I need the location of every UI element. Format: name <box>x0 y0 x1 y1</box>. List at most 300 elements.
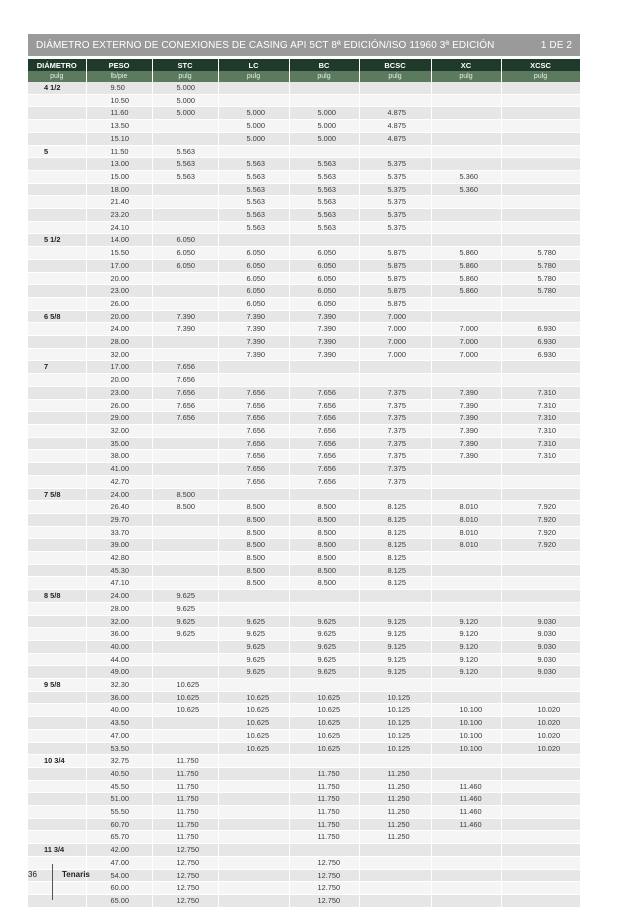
value-cell: 38.00 <box>86 450 152 463</box>
value-cell: 7.000 <box>431 336 501 349</box>
value-cell <box>431 158 501 171</box>
table-row <box>28 272 580 285</box>
value-cell: 26.40 <box>86 501 152 514</box>
value-cell <box>431 564 501 577</box>
value-cell: 55.50 <box>86 806 152 819</box>
value-cell <box>501 463 580 476</box>
value-cell <box>359 488 431 501</box>
value-cell: 11.750 <box>152 818 218 831</box>
value-cell <box>501 183 580 196</box>
diameter-cell: 7 <box>28 361 86 374</box>
value-cell: 11.750 <box>152 780 218 793</box>
value-cell <box>501 895 580 908</box>
value-cell: 5.875 <box>359 259 431 272</box>
value-cell: 8.500 <box>289 513 359 526</box>
value-cell: 41.00 <box>86 463 152 476</box>
value-cell: 7.310 <box>501 412 580 425</box>
value-cell: 9.030 <box>501 615 580 628</box>
value-cell <box>359 234 431 247</box>
value-cell <box>501 691 580 704</box>
value-cell <box>431 895 501 908</box>
diameter-cell <box>28 209 86 222</box>
diameter-cell <box>28 742 86 755</box>
value-cell: 10.50 <box>86 94 152 107</box>
value-cell: 7.656 <box>152 361 218 374</box>
value-cell <box>501 94 580 107</box>
value-cell: 6.050 <box>218 285 289 298</box>
value-cell: 5.375 <box>359 183 431 196</box>
table-row <box>28 221 580 234</box>
value-cell: 7.656 <box>152 386 218 399</box>
value-cell <box>501 780 580 793</box>
casing-connections-table <box>28 59 581 908</box>
value-cell: 9.625 <box>289 640 359 653</box>
value-cell: 5.375 <box>359 196 431 209</box>
column-header-peso: PESO <box>86 59 152 71</box>
value-cell: 28.00 <box>86 602 152 615</box>
diameter-cell: 5 <box>28 145 86 158</box>
value-cell: 11.60 <box>86 107 152 120</box>
value-cell <box>431 120 501 133</box>
table-row <box>28 729 580 742</box>
value-cell: 7.375 <box>359 450 431 463</box>
value-cell: 10.020 <box>501 729 580 742</box>
value-cell: 7.920 <box>501 513 580 526</box>
value-cell: 29.00 <box>86 412 152 425</box>
value-cell: 5.875 <box>359 272 431 285</box>
value-cell: 10.125 <box>359 691 431 704</box>
value-cell: 23.00 <box>86 285 152 298</box>
value-cell: 4.875 <box>359 120 431 133</box>
value-cell: 9.625 <box>289 628 359 641</box>
table-row <box>28 463 580 476</box>
value-cell: 7.000 <box>359 336 431 349</box>
value-cell: 7.390 <box>431 412 501 425</box>
value-cell: 23.00 <box>86 386 152 399</box>
value-cell: 42.80 <box>86 552 152 565</box>
value-cell <box>359 374 431 387</box>
value-cell: 10.625 <box>218 704 289 717</box>
value-cell <box>152 297 218 310</box>
value-cell: 10.625 <box>218 729 289 742</box>
value-cell: 5.375 <box>359 158 431 171</box>
table-row <box>28 628 580 641</box>
value-cell <box>152 577 218 590</box>
table-row <box>28 196 580 209</box>
value-cell <box>218 818 289 831</box>
diameter-cell <box>28 412 86 425</box>
value-cell: 9.030 <box>501 628 580 641</box>
table-row <box>28 209 580 222</box>
document-title: DIÁMETRO EXTERNO DE CONEXIONES DE CASING API 5CT 8ª EDICIÓN/ISO 11960 3ª EDICIÓN <box>36 39 495 51</box>
value-cell: 8.125 <box>359 564 431 577</box>
diameter-cell <box>28 666 86 679</box>
diameter-cell <box>28 882 86 895</box>
value-cell: 8.500 <box>218 501 289 514</box>
value-cell: 10.125 <box>359 742 431 755</box>
value-cell: 20.00 <box>86 374 152 387</box>
value-cell: 7.656 <box>289 386 359 399</box>
value-cell: 11.250 <box>359 806 431 819</box>
value-cell: 12.750 <box>289 895 359 908</box>
value-cell: 8.010 <box>431 539 501 552</box>
value-cell: 11.750 <box>289 806 359 819</box>
diameter-cell <box>28 94 86 107</box>
value-cell: 15.50 <box>86 247 152 260</box>
value-cell: 7.000 <box>359 323 431 336</box>
value-cell <box>289 679 359 692</box>
brand-name: Tenaris <box>62 870 90 879</box>
value-cell: 7.390 <box>218 336 289 349</box>
diameter-cell <box>28 640 86 653</box>
value-cell: 11.250 <box>359 767 431 780</box>
value-cell: 10.020 <box>501 704 580 717</box>
value-cell: 5.860 <box>431 285 501 298</box>
value-cell <box>152 729 218 742</box>
value-cell <box>359 602 431 615</box>
column-header-xc: XC <box>431 59 501 71</box>
value-cell: 12.750 <box>152 869 218 882</box>
value-cell: 11.460 <box>431 780 501 793</box>
value-cell: 8.500 <box>218 513 289 526</box>
value-cell <box>359 145 431 158</box>
value-cell <box>431 882 501 895</box>
value-cell: 7.390 <box>152 323 218 336</box>
value-cell: 12.750 <box>152 844 218 857</box>
value-cell: 5.875 <box>359 247 431 260</box>
value-cell: 5.000 <box>218 107 289 120</box>
value-cell <box>218 679 289 692</box>
value-cell <box>152 424 218 437</box>
value-cell <box>501 806 580 819</box>
value-cell: 17.00 <box>86 361 152 374</box>
value-cell: 32.00 <box>86 348 152 361</box>
value-cell: 10.125 <box>359 717 431 730</box>
diameter-cell <box>28 704 86 717</box>
value-cell <box>152 221 218 234</box>
diameter-cell: 4 1/2 <box>28 82 86 94</box>
value-cell: 10.125 <box>359 704 431 717</box>
value-cell: 5.780 <box>501 285 580 298</box>
table-row <box>28 336 580 349</box>
table-row <box>28 717 580 730</box>
value-cell <box>152 653 218 666</box>
value-cell: 5.000 <box>289 120 359 133</box>
value-cell: 5.000 <box>218 132 289 145</box>
diameter-cell <box>28 602 86 615</box>
value-cell: 7.310 <box>501 450 580 463</box>
value-cell <box>359 869 431 882</box>
table-row <box>28 526 580 539</box>
value-cell: 5.860 <box>431 272 501 285</box>
value-cell <box>501 170 580 183</box>
diameter-cell <box>28 552 86 565</box>
value-cell: 9.120 <box>431 615 501 628</box>
diameter-cell <box>28 183 86 196</box>
table-body <box>28 82 580 907</box>
diameter-cell <box>28 653 86 666</box>
diameter-cell: 6 5/8 <box>28 310 86 323</box>
value-cell <box>152 183 218 196</box>
table-row <box>28 869 580 882</box>
value-cell <box>218 895 289 908</box>
value-cell <box>431 221 501 234</box>
value-cell <box>501 755 580 768</box>
diameter-cell <box>28 323 86 336</box>
value-cell: 7.656 <box>218 463 289 476</box>
table-row <box>28 831 580 844</box>
value-cell: 9.120 <box>431 666 501 679</box>
value-cell: 8.010 <box>431 501 501 514</box>
value-cell: 11.750 <box>152 806 218 819</box>
value-cell: 10.625 <box>218 717 289 730</box>
value-cell: 11.750 <box>289 818 359 831</box>
table-row <box>28 615 580 628</box>
value-cell <box>501 107 580 120</box>
value-cell: 47.00 <box>86 856 152 869</box>
value-cell: 5.563 <box>289 183 359 196</box>
value-cell: 6.930 <box>501 336 580 349</box>
value-cell <box>501 132 580 145</box>
value-cell: 7.656 <box>218 450 289 463</box>
table-row <box>28 145 580 158</box>
table-row <box>28 297 580 310</box>
value-cell: 15.10 <box>86 132 152 145</box>
diameter-cell <box>28 170 86 183</box>
column-header-stc: STC <box>152 59 218 71</box>
diameter-cell: 8 5/8 <box>28 590 86 603</box>
value-cell <box>218 602 289 615</box>
value-cell <box>431 552 501 565</box>
diameter-cell: 9 5/8 <box>28 679 86 692</box>
diameter-cell <box>28 513 86 526</box>
value-cell <box>501 297 580 310</box>
value-cell <box>431 310 501 323</box>
value-cell: 9.625 <box>152 615 218 628</box>
diameter-cell: 10 3/4 <box>28 755 86 768</box>
value-cell: 7.656 <box>289 399 359 412</box>
value-cell: 11.250 <box>359 793 431 806</box>
value-cell <box>218 94 289 107</box>
value-cell: 15.00 <box>86 170 152 183</box>
value-cell <box>218 488 289 501</box>
value-cell: 13.50 <box>86 120 152 133</box>
value-cell: 7.390 <box>289 310 359 323</box>
value-cell <box>218 806 289 819</box>
diameter-cell <box>28 577 86 590</box>
table-row <box>28 742 580 755</box>
diameter-cell <box>28 818 86 831</box>
unit-label: lb/pie <box>86 71 152 82</box>
units-row <box>28 71 580 82</box>
table-row <box>28 285 580 298</box>
column-header-bc: BC <box>289 59 359 71</box>
value-cell <box>218 831 289 844</box>
value-cell: 35.00 <box>86 437 152 450</box>
value-cell <box>431 82 501 94</box>
value-cell: 9.125 <box>359 653 431 666</box>
value-cell: 8.125 <box>359 577 431 590</box>
value-cell <box>152 209 218 222</box>
unit-label: pulg <box>431 71 501 82</box>
value-cell <box>218 793 289 806</box>
diameter-cell <box>28 831 86 844</box>
value-cell: 12.750 <box>289 856 359 869</box>
value-cell: 36.00 <box>86 628 152 641</box>
value-cell: 4.875 <box>359 107 431 120</box>
value-cell <box>501 209 580 222</box>
value-cell <box>431 463 501 476</box>
value-cell: 7.310 <box>501 399 580 412</box>
value-cell: 4.875 <box>359 132 431 145</box>
value-cell: 7.375 <box>359 386 431 399</box>
value-cell: 10.625 <box>289 729 359 742</box>
value-cell: 5.563 <box>218 183 289 196</box>
table-row <box>28 437 580 450</box>
value-cell <box>431 475 501 488</box>
unit-label: pulg <box>359 71 431 82</box>
value-cell: 6.050 <box>218 247 289 260</box>
value-cell: 24.00 <box>86 323 152 336</box>
table-row <box>28 412 580 425</box>
value-cell: 12.750 <box>152 856 218 869</box>
value-cell <box>431 94 501 107</box>
value-cell: 5.375 <box>359 170 431 183</box>
value-cell: 7.656 <box>289 450 359 463</box>
table-row <box>28 513 580 526</box>
value-cell <box>431 602 501 615</box>
value-cell <box>359 856 431 869</box>
table-row <box>28 602 580 615</box>
value-cell <box>152 132 218 145</box>
value-cell: 6.050 <box>218 297 289 310</box>
table-row <box>28 818 580 831</box>
value-cell: 7.656 <box>152 412 218 425</box>
table-row <box>28 94 580 107</box>
value-cell: 7.390 <box>218 348 289 361</box>
value-cell: 9.625 <box>218 615 289 628</box>
table-row <box>28 247 580 260</box>
value-cell: 8.010 <box>431 526 501 539</box>
unit-label: pulg <box>218 71 289 82</box>
diameter-cell <box>28 526 86 539</box>
value-cell <box>501 590 580 603</box>
value-cell <box>501 767 580 780</box>
value-cell: 8.500 <box>289 526 359 539</box>
value-cell <box>152 285 218 298</box>
value-cell: 5.563 <box>152 158 218 171</box>
value-cell: 10.020 <box>501 742 580 755</box>
value-cell <box>431 488 501 501</box>
value-cell: 8.500 <box>289 577 359 590</box>
table-row <box>28 501 580 514</box>
diameter-cell <box>28 247 86 260</box>
value-cell: 6.050 <box>152 259 218 272</box>
value-cell: 32.00 <box>86 424 152 437</box>
column-header-row <box>28 59 580 71</box>
value-cell: 7.390 <box>218 310 289 323</box>
value-cell <box>218 856 289 869</box>
value-cell: 26.00 <box>86 399 152 412</box>
table-row <box>28 767 580 780</box>
value-cell <box>431 132 501 145</box>
value-cell <box>431 361 501 374</box>
value-cell: 7.656 <box>152 374 218 387</box>
table-row <box>28 488 580 501</box>
value-cell: 9.120 <box>431 640 501 653</box>
value-cell: 8.125 <box>359 501 431 514</box>
diameter-cell: 11 3/4 <box>28 844 86 857</box>
diameter-cell <box>28 259 86 272</box>
value-cell <box>431 869 501 882</box>
diameter-cell <box>28 475 86 488</box>
value-cell: 10.625 <box>289 717 359 730</box>
value-cell: 6.930 <box>501 323 580 336</box>
value-cell: 7.390 <box>152 310 218 323</box>
diameter-cell <box>28 463 86 476</box>
value-cell: 23.20 <box>86 209 152 222</box>
value-cell: 9.030 <box>501 640 580 653</box>
value-cell: 5.563 <box>289 209 359 222</box>
value-cell <box>359 755 431 768</box>
value-cell: 11.750 <box>289 780 359 793</box>
table-row <box>28 399 580 412</box>
diameter-cell <box>28 793 86 806</box>
value-cell <box>501 310 580 323</box>
value-cell <box>431 374 501 387</box>
value-cell <box>431 234 501 247</box>
value-cell <box>218 590 289 603</box>
value-cell <box>152 513 218 526</box>
value-cell: 7.656 <box>218 437 289 450</box>
table-row <box>28 806 580 819</box>
diameter-cell <box>28 196 86 209</box>
diameter-cell <box>28 437 86 450</box>
value-cell: 5.875 <box>359 285 431 298</box>
unit-label: pulg <box>28 71 86 82</box>
column-header-lc: LC <box>218 59 289 71</box>
value-cell <box>501 564 580 577</box>
value-cell <box>431 590 501 603</box>
value-cell <box>431 209 501 222</box>
diameter-cell <box>28 450 86 463</box>
table-row <box>28 158 580 171</box>
value-cell <box>152 539 218 552</box>
value-cell: 5.563 <box>289 221 359 234</box>
value-cell: 6.050 <box>218 272 289 285</box>
diameter-cell <box>28 399 86 412</box>
value-cell <box>359 844 431 857</box>
value-cell <box>501 488 580 501</box>
value-cell <box>152 552 218 565</box>
value-cell: 8.500 <box>289 552 359 565</box>
value-cell: 7.920 <box>501 501 580 514</box>
value-cell: 5.375 <box>359 221 431 234</box>
value-cell: 24.00 <box>86 590 152 603</box>
table-row <box>28 259 580 272</box>
table-row <box>28 475 580 488</box>
value-cell <box>289 374 359 387</box>
table-row <box>28 590 580 603</box>
value-cell: 11.750 <box>289 831 359 844</box>
diameter-cell <box>28 729 86 742</box>
value-cell: 6.930 <box>501 348 580 361</box>
value-cell: 49.00 <box>86 666 152 679</box>
table-row <box>28 844 580 857</box>
diameter-cell <box>28 717 86 730</box>
value-cell <box>501 844 580 857</box>
table-row <box>28 666 580 679</box>
